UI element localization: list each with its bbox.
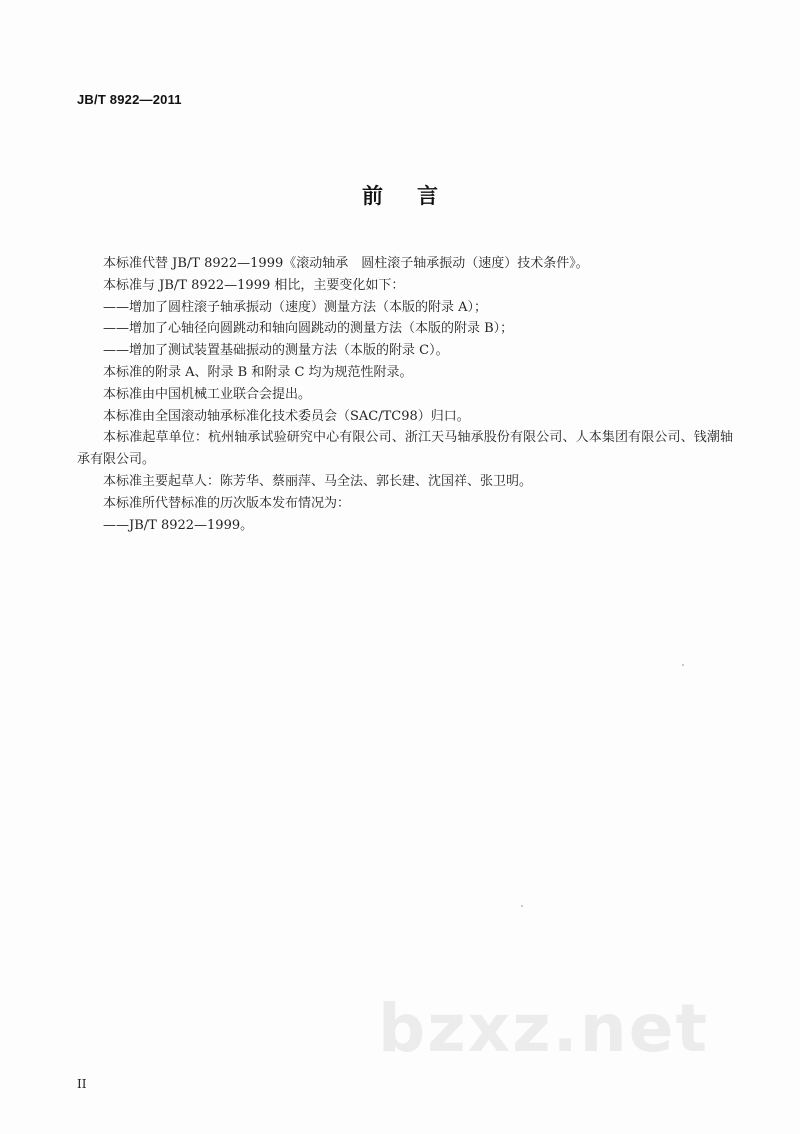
page-number: II xyxy=(77,1077,87,1091)
history-item: ——JB/T 8922—1999。 xyxy=(103,517,254,533)
paragraph-replaces: 本标准代替 JB/T 8922—1999《滚动轴承 圆柱滚子轴承振动（速度）技术条件》。 xyxy=(103,256,589,271)
foreword-body xyxy=(77,253,733,536)
scan-speck xyxy=(682,664,684,666)
paragraph-proposed-by: 本标准由中国机械工业联合会提出。 xyxy=(103,386,312,402)
paragraph-history-intro: 本标准所代替标准的历次版本发布情况为： xyxy=(103,495,351,511)
paragraph-drafting-units: 本标准起草单位：杭州轴承试验研究中心有限公司、浙江天马轴承股份有限公司、人本集团有限公司、钱潮轴承有限公司。 xyxy=(77,430,733,468)
watermark: bzxz.net xyxy=(378,990,710,1067)
change-item-annex-b: ——增加了心轴径向圆跳动和轴向圆跳动的测量方法（本版的附录 B）； xyxy=(103,321,514,337)
scan-speck xyxy=(521,905,523,907)
paragraph-drafters: 本标准主要起草人：陈芳华、蔡丽萍、马全法、郭长建、沈国祥、张卫明。 xyxy=(103,473,533,489)
paragraph-changes-intro: 本标准与 JB/T 8922—1999 相比，主要变化如下： xyxy=(103,277,405,293)
change-item-annex-c: ——增加了测试装置基础振动的测量方法（本版的附录 C）。 xyxy=(103,343,449,359)
standard-number: JB/T 8922—2011 xyxy=(77,92,182,107)
paragraph-annexes: 本标准的附录 A、附录 B 和附录 C 均为规范性附录。 xyxy=(103,364,413,380)
paragraph-managed-by: 本标准由全国滚动轴承标准化技术委员会（SAC/TC98）归口。 xyxy=(103,408,470,424)
page-title: 前言 xyxy=(362,184,472,208)
change-item-annex-a: ——增加了圆柱滚子轴承振动（速度）测量方法（本版的附录 A）； xyxy=(103,299,488,315)
